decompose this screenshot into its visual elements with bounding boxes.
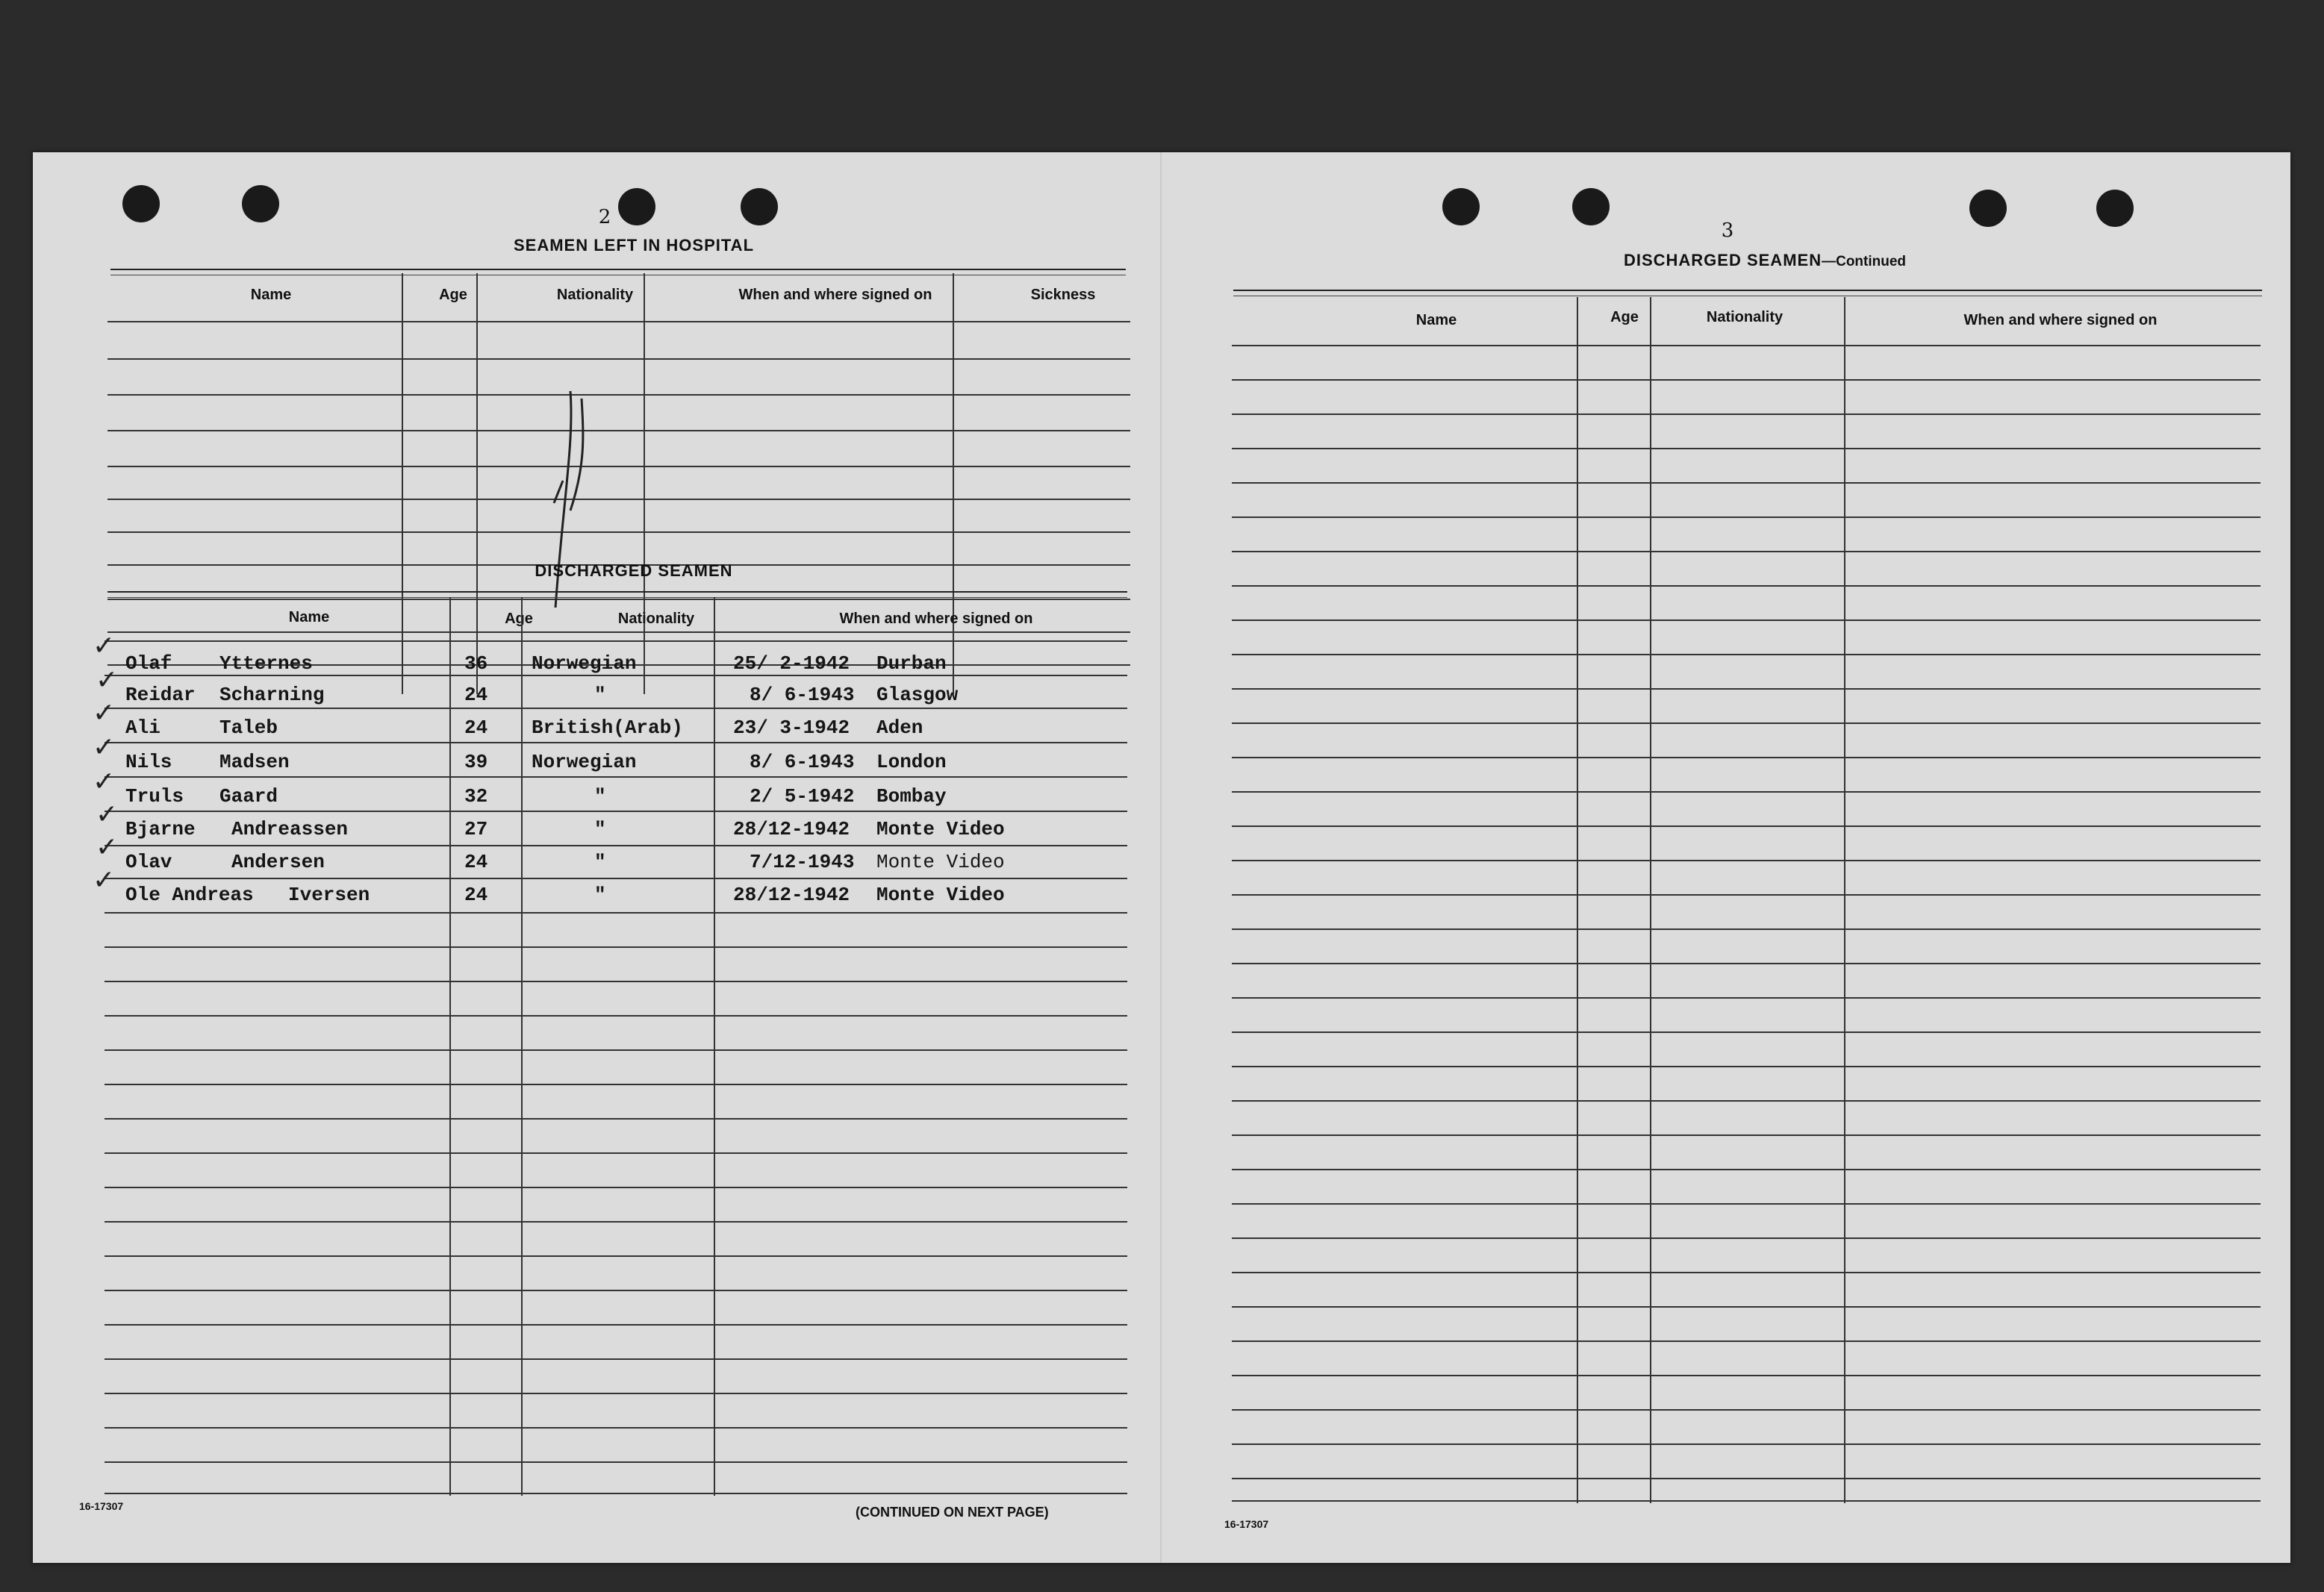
seaman-first-name: Reidar [125, 684, 196, 706]
column-header-age: Age [505, 611, 533, 627]
row-line [105, 845, 1127, 846]
page-number: 3 [1721, 219, 1734, 242]
punch-hole [741, 188, 778, 225]
form-code: 16-17307 [1224, 1518, 1269, 1530]
seaman-last-name: Scharning [219, 684, 325, 706]
row-line [105, 1015, 1127, 1017]
row-line [1232, 1066, 2261, 1067]
seaman-age: 36 [464, 652, 488, 675]
row-line [1232, 722, 2261, 724]
check-mark: ✓ [93, 631, 116, 661]
signed-on-date: 8/ 6-1943 [750, 751, 855, 773]
check-mark: ✓ [93, 865, 116, 896]
column-header-nationality: Nationality [1706, 309, 1784, 325]
row-line [1232, 1443, 2261, 1445]
check-mark: ✓ [93, 767, 116, 797]
seaman-first-name: Olav [125, 851, 172, 873]
row-line [105, 1255, 1127, 1257]
column-divider [1844, 297, 1845, 1503]
column-header-age: Age [439, 287, 467, 303]
seaman-nationality: " [594, 818, 606, 840]
check-mark: ✓ [93, 698, 116, 728]
row-line [105, 1187, 1127, 1188]
check-mark: ✓ [96, 799, 119, 830]
row-line [105, 1461, 1127, 1463]
row-line [1232, 963, 2261, 964]
row-line [1232, 1031, 2261, 1033]
row-line [108, 430, 1130, 431]
column-header-nationality: Nationality [617, 611, 695, 627]
seaman-last-name: Taleb [219, 717, 278, 739]
row-line [105, 878, 1127, 879]
seaman-age: 27 [464, 818, 488, 840]
row-line [105, 742, 1127, 743]
row-line [1232, 345, 2261, 346]
signed-on-date: 7/12-1943 [750, 851, 855, 873]
form-code: 16-17307 [79, 1500, 124, 1512]
row-line [105, 811, 1127, 812]
punch-hole [1969, 190, 2007, 227]
punch-hole [1572, 188, 1610, 225]
signed-on-place: Monte Video [876, 851, 1005, 873]
right-section-title [1451, 251, 2078, 270]
punch-hole [2096, 190, 2134, 227]
seaman-nationality: " [594, 684, 606, 706]
row-line [1232, 757, 2261, 758]
seaman-age: 24 [464, 851, 488, 873]
row-line [108, 631, 1130, 633]
row-line [1232, 619, 2261, 621]
signed-on-date: 28/12-1942 [733, 884, 850, 906]
row-line [1232, 1375, 2261, 1376]
right-title-suffix: —Continued [1822, 254, 1907, 269]
row-line [1232, 1134, 2261, 1136]
row-line [108, 321, 1130, 322]
row-line [105, 1324, 1127, 1326]
discharged-section-title: DISCHARGED SEAMEN [535, 561, 733, 580]
row-line [1232, 413, 2261, 415]
row-line [105, 1118, 1127, 1120]
hospital-section-title: SEAMEN LEFT IN HOSPITAL [513, 236, 755, 255]
row-line [105, 1427, 1127, 1429]
row-line [1232, 1478, 2261, 1479]
signed-on-date: 23/ 3-1942 [733, 717, 850, 739]
column-divider [449, 597, 451, 1496]
row-line [1232, 928, 2261, 930]
row-line [108, 499, 1130, 500]
document-sheet [33, 152, 2290, 1563]
row-line [108, 358, 1130, 360]
column-divider [521, 597, 523, 1496]
signed-on-place: Bombay [876, 785, 947, 808]
seaman-age: 39 [464, 751, 488, 773]
column-header-name: Name [288, 609, 330, 625]
row-line [1232, 1237, 2261, 1239]
seaman-age: 32 [464, 785, 488, 808]
row-line [1232, 585, 2261, 587]
row-line [105, 1290, 1127, 1291]
signed-on-date: 8/ 6-1943 [750, 684, 855, 706]
row-line [1232, 654, 2261, 655]
row-line [1232, 894, 2261, 896]
row-line [105, 1358, 1127, 1360]
row-line [1232, 1306, 2261, 1308]
row-line [105, 1393, 1127, 1394]
row-line [105, 1152, 1127, 1154]
row-line [1232, 1500, 2261, 1502]
column-header-signed-on: When and where signed on [1963, 312, 2158, 328]
row-line [105, 912, 1127, 914]
column-divider [1650, 297, 1651, 1503]
seaman-age: 24 [464, 717, 488, 739]
row-line [1232, 482, 2261, 484]
row-line [108, 394, 1130, 396]
column-header-signed-on: When and where signed on [738, 287, 932, 303]
seaman-first-name: Truls [125, 785, 184, 808]
seaman-first-name: Ali [125, 717, 161, 739]
page-number: 2 [598, 206, 611, 228]
column-divider [1577, 297, 1578, 1503]
seaman-last-name: Ytternes [219, 652, 313, 675]
signed-on-place: Monte Video [876, 818, 1005, 840]
row-line [105, 1084, 1127, 1085]
punch-hole [122, 185, 160, 222]
seaman-nationality: Norwegian [532, 652, 637, 675]
seaman-last-name: Andreassen [231, 818, 349, 840]
signed-on-place: Monte Video [876, 884, 1005, 906]
signed-on-place: Durban [876, 652, 947, 675]
column-header-sickness: Sickness [1030, 287, 1096, 303]
row-line [105, 1221, 1127, 1223]
row-line [1232, 379, 2261, 381]
check-mark: ✓ [96, 665, 119, 696]
row-line [105, 776, 1127, 778]
row-line [1232, 551, 2261, 552]
row-line [108, 599, 1130, 600]
row-line [105, 1049, 1127, 1051]
signed-on-date: 25/ 2-1942 [733, 652, 850, 675]
row-line [105, 640, 1127, 642]
signed-on-place: Aden [876, 717, 923, 739]
row-line [105, 675, 1127, 676]
row-line [1232, 1169, 2261, 1170]
row-line [1232, 688, 2261, 690]
pencil-mark [540, 354, 608, 622]
row-line [105, 946, 1127, 948]
row-line [1232, 825, 2261, 827]
row-line [1232, 516, 2261, 518]
hospital-top-rule [110, 269, 1126, 275]
punch-hole [242, 185, 279, 222]
seaman-last-name: Madsen [219, 751, 290, 773]
row-line [1232, 1100, 2261, 1102]
row-line [1232, 1272, 2261, 1273]
column-header-nationality: Nationality [556, 287, 634, 303]
row-line [1232, 1409, 2261, 1411]
column-header-age: Age [1610, 309, 1639, 325]
seaman-last-name: Andersen [231, 851, 325, 873]
column-header-name: Name [250, 287, 292, 303]
row-line [105, 708, 1127, 709]
continued-note: (CONTINUED ON NEXT PAGE) [856, 1505, 1049, 1520]
seaman-last-name: Gaard [219, 785, 278, 808]
column-divider [714, 597, 715, 1496]
seaman-age: 24 [464, 884, 488, 906]
signed-on-date: 2/ 5-1942 [750, 785, 855, 808]
signed-on-date: 28/12-1942 [733, 818, 850, 840]
row-line [1232, 860, 2261, 861]
seaman-nationality: " [594, 884, 606, 906]
row-line [1232, 791, 2261, 793]
check-mark: ✓ [93, 732, 116, 763]
seaman-first-name: Nils [125, 751, 172, 773]
seaman-last-name: Iversen [288, 884, 370, 906]
column-header-name: Name [1415, 312, 1457, 328]
column-header-signed-on: When and where signed on [839, 611, 1033, 627]
check-mark: ✓ [96, 832, 119, 863]
discharged-top-rule [108, 591, 1127, 598]
right-top-rule [1233, 290, 2262, 296]
row-line [105, 1493, 1127, 1494]
seaman-nationality: " [594, 785, 606, 808]
seaman-nationality: British(Arab) [532, 717, 683, 739]
seaman-nationality: Norwegian [532, 751, 637, 773]
seaman-first-name: Olaf [125, 652, 172, 675]
signed-on-place: London [876, 751, 947, 773]
row-line [108, 466, 1130, 467]
page-fold [1160, 152, 1162, 1563]
seaman-first-name: Ole Andreas [125, 884, 254, 906]
seaman-first-name: Bjarne [125, 818, 196, 840]
row-line [1232, 1203, 2261, 1205]
seaman-age: 24 [464, 684, 488, 706]
row-line [1232, 997, 2261, 999]
row-line [1232, 448, 2261, 449]
row-line [1232, 1340, 2261, 1342]
right-title-text: DISCHARGED SEAMEN [1623, 251, 1822, 269]
row-line [108, 531, 1130, 533]
row-line [105, 981, 1127, 982]
seaman-nationality: " [594, 851, 606, 873]
punch-hole [1442, 188, 1480, 225]
signed-on-place: Glasgow [876, 684, 959, 706]
